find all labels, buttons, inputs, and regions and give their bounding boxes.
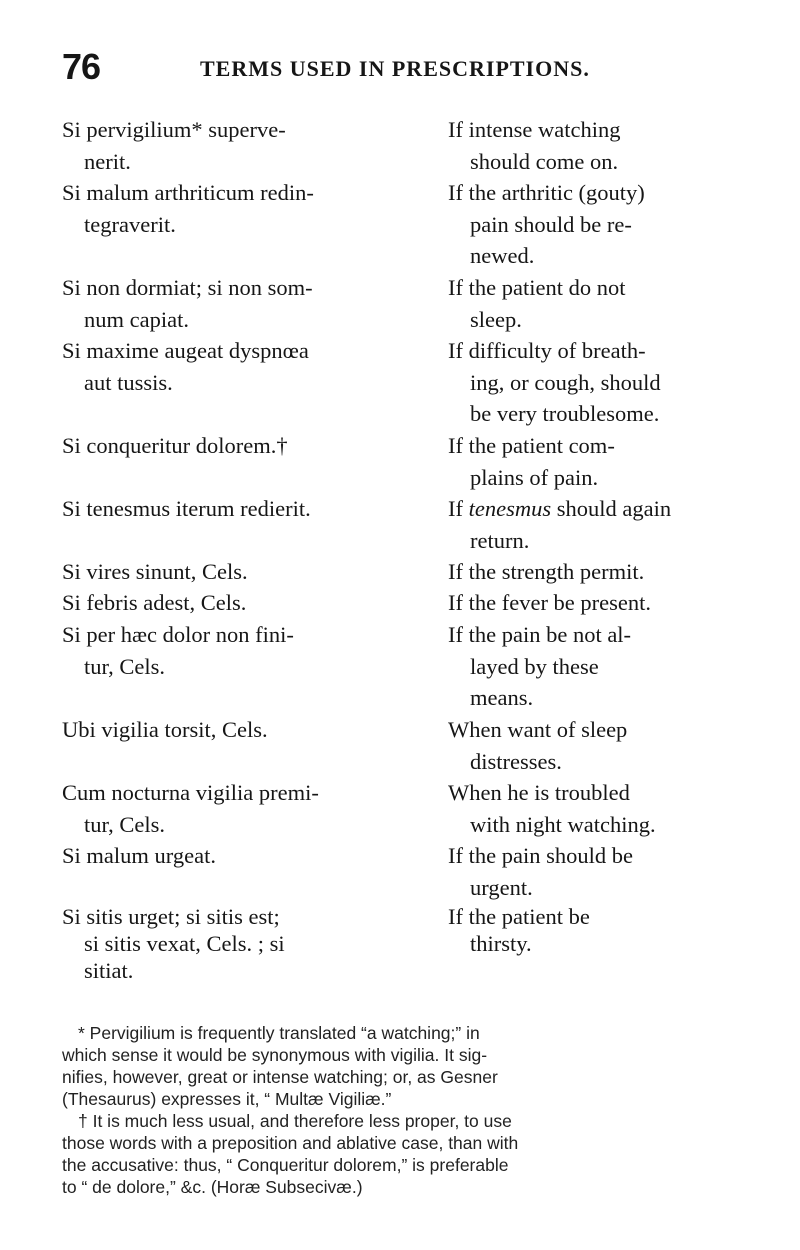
latin-phrase: Si pervigilium* superve- nerit. bbox=[62, 117, 286, 174]
latin-phrase: Si per hæc dolor non fini- tur, Cels. bbox=[62, 622, 294, 679]
latin-phrase: Si non dormiat; si non som- num capiat. bbox=[62, 275, 313, 332]
english-translation: When he is troubled with night watching. bbox=[448, 780, 656, 837]
running-head: TERMS USED IN PRESCRIPTIONS. bbox=[200, 56, 590, 81]
english-translation: If the pain should be urgent. bbox=[448, 843, 633, 900]
latin-phrase: Ubi vigilia torsit, Cels. bbox=[62, 717, 268, 742]
english-line-with-italic: If tenesmus should again bbox=[448, 496, 672, 521]
footnote-line: to “ de dolore,” &c. (Horæ Subsecivæ.) bbox=[62, 1177, 363, 1197]
latin-phrase: Si vires sinunt, Cels. bbox=[62, 559, 248, 584]
latin-phrase: Si tenesmus iterum redierit. bbox=[62, 496, 311, 521]
footnote-line: which sense it would be synonymous with vigilia. It sig- bbox=[62, 1045, 488, 1065]
italic-term: tenesmus bbox=[468, 496, 552, 521]
english-translation: When want of sleep distresses. bbox=[448, 717, 628, 774]
latin-phrase: Si malum arthriticum redin- tegraverit. bbox=[62, 180, 314, 237]
footnote-conqueritur bbox=[62, 1110, 764, 1198]
footnote-line: nifies, however, great or intense watching; or, as Gesner bbox=[62, 1067, 498, 1087]
page-header bbox=[0, 46, 800, 96]
footnote-line: * Pervigilium is frequently translated “a watching;” in bbox=[78, 1023, 480, 1043]
english-translation: If the arthritic (gouty) pain should be re- newed. bbox=[448, 180, 645, 268]
latin-phrase: Si conqueritur dolorem.† bbox=[62, 433, 288, 458]
footnote-pervigilium bbox=[62, 1022, 764, 1110]
footnote-line: (Thesaurus) expresses it, “ Multæ Vigiliæ.” bbox=[62, 1089, 392, 1109]
latin-phrase: Si malum urgeat. bbox=[62, 843, 216, 868]
footnote-line: those words with a preposition and ablative case, than with bbox=[62, 1133, 519, 1153]
english-translation: If intense watching should come on. bbox=[448, 117, 621, 174]
footnotes bbox=[62, 1022, 764, 1198]
english-translation: If the patient com- plains of pain. bbox=[448, 433, 615, 490]
english-translation: If difficulty of breath- ing, or cough, should be very troublesome. bbox=[448, 338, 661, 426]
english-translation: If the patient do not sleep. bbox=[448, 275, 626, 332]
english-translation: If tenesmus should again return. bbox=[448, 493, 768, 556]
english-translation: If the patient be thirsty. bbox=[448, 904, 590, 956]
latin-phrase: Si maxime augeat dyspnœa aut tussis. bbox=[62, 338, 309, 395]
latin-phrase: Cum nocturna vigilia premi- tur, Cels. bbox=[62, 780, 319, 837]
footnote-line: † It is much less usual, and therefore less proper, to use bbox=[78, 1111, 512, 1131]
latin-phrase: Si sitis urget; si sitis est; si sitis vexat, Cels. ; si sitiat. bbox=[62, 904, 285, 983]
footnote-line: the accusative: thus, “ Conqueritur dolorem,” is preferable bbox=[62, 1155, 509, 1175]
english-translation: If the fever be present. bbox=[448, 590, 652, 615]
english-translation: If the strength permit. bbox=[448, 559, 645, 584]
latin-phrase: Si febris adest, Cels. bbox=[62, 590, 247, 615]
english-translation: If the pain be not al- layed by these means. bbox=[448, 622, 632, 710]
page-number: 76 bbox=[62, 46, 101, 87]
